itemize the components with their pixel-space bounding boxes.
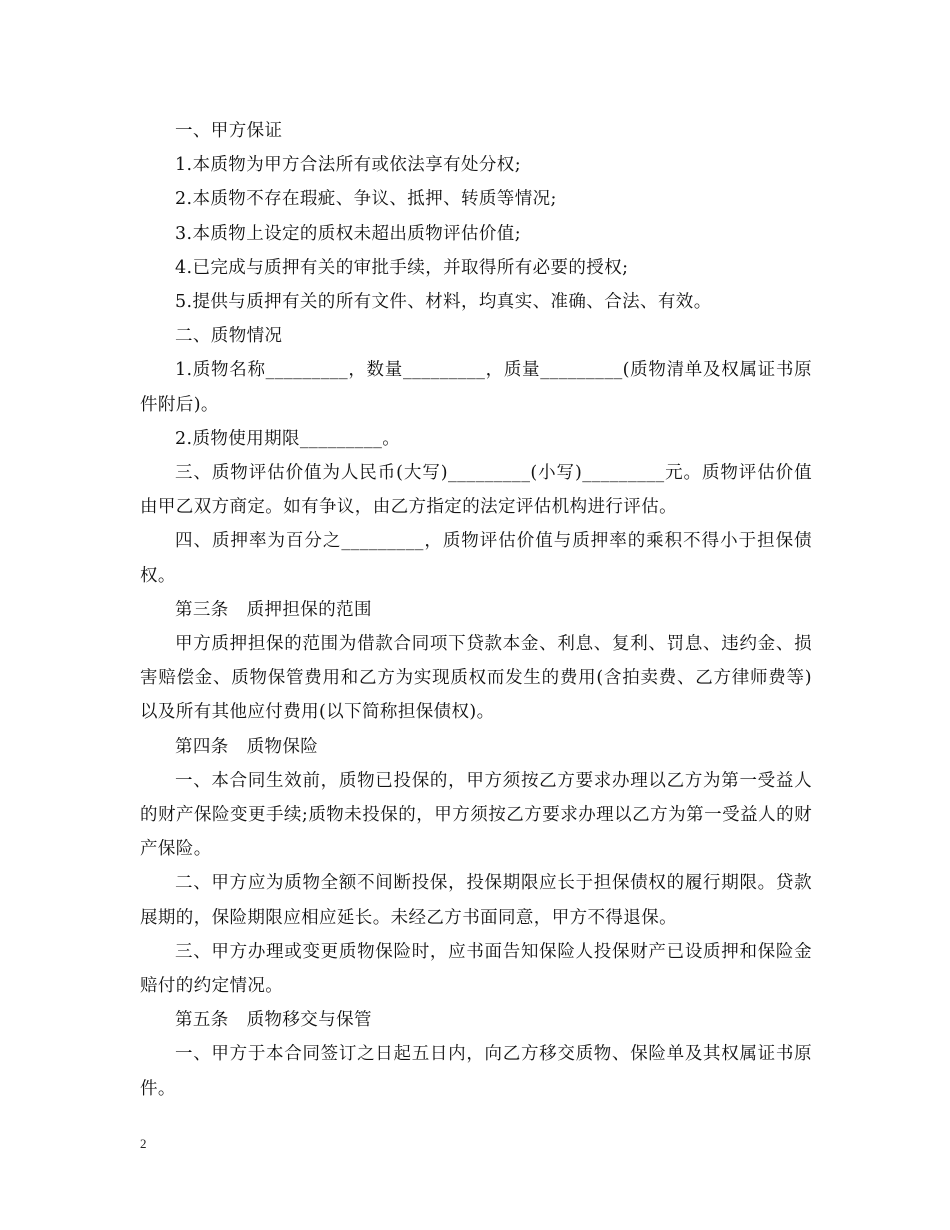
document-body	[140, 114, 812, 1106]
section-heading-pledge-details: 二、质物情况	[175, 326, 283, 347]
clause-paragraph: 三、甲方办理或变更质物保险时，应书面告知保险人投保财产已设质押和保险金赔付的约定情况。	[140, 941, 812, 997]
clause-paragraph: 四、质押率为百分之_________，质物评估价值与质押率的乘积不得小于担保债权。	[140, 531, 812, 586]
clause-paragraph: 一、本合同生效前，质物已投保的，甲方须按乙方要求办理以乙方为第一受益人的财产保险变更手续;质物未投保的，甲方须按乙方要求办理以乙方为第一受益人的财产保险。	[140, 770, 812, 860]
clause-paragraph: 三、质物评估价值为人民币(大写)_________(小写)_________元。质物评估价值由甲乙双方商定。如有争议，由乙方指定的法定评估机构进行评估。	[140, 463, 812, 518]
clause-paragraph: 二、甲方应为质物全额不间断投保，投保期限应长于担保债权的履行期限。贷款展期的，保险期限应相应延长。未经乙方书面同意，甲方不得退保。	[140, 873, 812, 928]
list-item: 2.质物使用期限_________。	[175, 428, 401, 449]
article-heading-3: 第三条 质押担保的范围	[175, 599, 372, 620]
section-heading-party-a-guarantee: 一、甲方保证	[175, 121, 283, 141]
list-item: 3.本质物上设定的质权未超出质物评估价值;	[175, 223, 521, 244]
list-item: 4.已完成与质押有关的审批手续，并取得所有必要的授权;	[175, 257, 629, 278]
clause-paragraph: 甲方质押担保的范围为借款合同项下贷款本金、利息、复利、罚息、违约金、损害赔偿金、质物保管费用和乙方为实现质权而发生的费用(含拍卖费、乙方律师费等)以及所有其他应付费用(以下简称担保债权)。	[140, 634, 812, 723]
article-heading-4: 第四条 质物保险	[175, 736, 319, 757]
article-heading-5: 第五条 质物移交与保管	[175, 1010, 372, 1031]
page-number: 2	[140, 1136, 147, 1151]
list-item: 2.本质物不存在瑕疵、争议、抵押、转质等情况;	[175, 189, 557, 210]
clause-paragraph: 一、甲方于本合同签订之日起五日内，向乙方移交质物、保险单及其权属证书原件。	[140, 1044, 812, 1099]
list-item: 1.质物名称_________，数量_________，质量_________(质物清单及权属证书原件附后)。	[140, 360, 812, 415]
list-item: 1.本质物为甲方合法所有或依法享有处分权;	[175, 155, 521, 176]
list-item: 5.提供与质押有关的所有文件、材料，均真实、准确、合法、有效。	[175, 292, 712, 313]
